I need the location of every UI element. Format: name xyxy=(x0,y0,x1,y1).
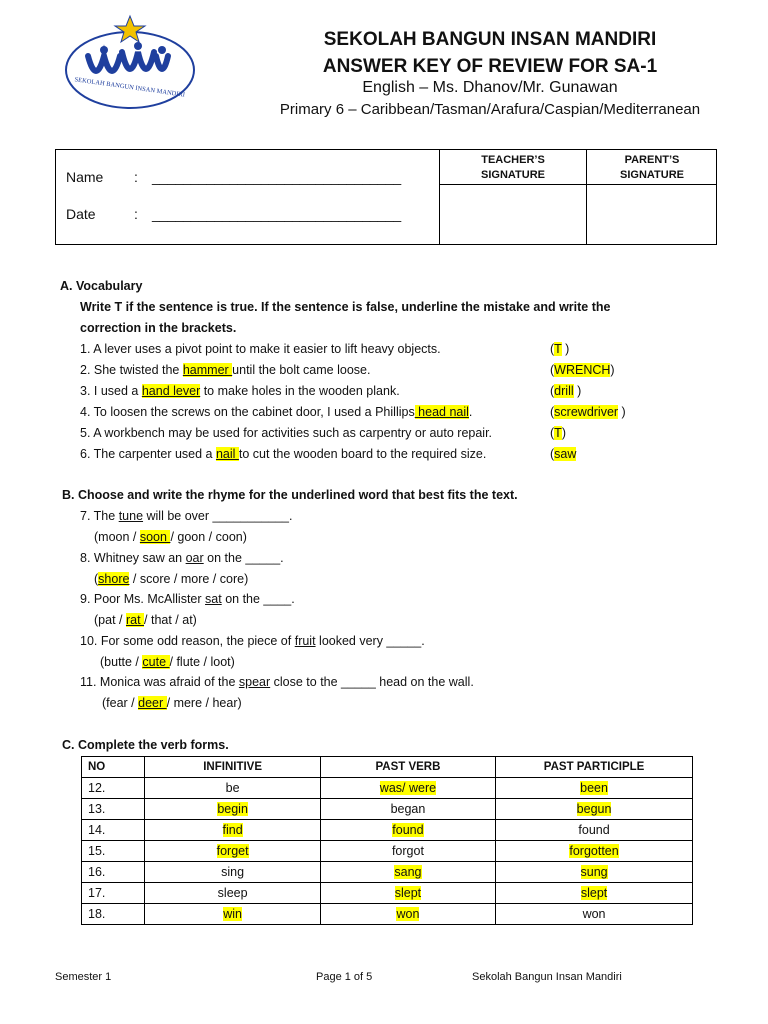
question-text-end: on the _____. xyxy=(203,550,284,565)
vocab-text: 4. To loosen the screws on the cabinet door, I used a Phillips xyxy=(80,405,415,419)
cell-past-participle-text: begun xyxy=(576,802,612,816)
rhyme-options xyxy=(94,572,248,586)
teacher-signature-header xyxy=(440,153,586,183)
vocab-text-end: . xyxy=(468,405,473,419)
rhyme-options xyxy=(102,696,242,710)
bracket-open: ( xyxy=(550,405,555,419)
correct-option: shore xyxy=(98,571,130,586)
rhyme-question xyxy=(80,592,295,606)
vocab-item xyxy=(80,447,486,461)
rhyme-options xyxy=(94,613,197,627)
bracket-close: ) xyxy=(561,426,566,440)
cell-past-verb-text: began xyxy=(390,802,426,816)
cell-infinitive xyxy=(145,904,320,925)
section-a-instruction-1: Write T if the sentence is true. If the sentence is false, underline the mistake and write the xyxy=(80,300,611,314)
vocab-mistake: nail xyxy=(215,447,239,461)
rhyme-question xyxy=(80,675,474,689)
rhyme-options xyxy=(94,530,247,544)
rhyme-question xyxy=(80,551,284,565)
bracket-open: ( xyxy=(550,363,555,377)
cell-past-participle-text: slept xyxy=(580,886,608,900)
bracket-open: ( xyxy=(550,342,555,356)
vocab-mistake: hand lever xyxy=(141,384,201,398)
bracket-open: ( xyxy=(550,447,555,461)
rhyme-question xyxy=(80,634,425,648)
question-text-end: will be over ___________. xyxy=(143,509,293,523)
parent-signature-header xyxy=(587,153,717,183)
cell-infinitive-text: begin xyxy=(217,802,248,816)
cell-past-verb-text: found xyxy=(392,823,424,837)
underlined-word: tune xyxy=(118,509,144,523)
bracket-close: ) xyxy=(573,384,582,398)
cell-past-verb xyxy=(320,799,495,820)
school-logo xyxy=(60,14,200,114)
options-after: / goon / coon) xyxy=(170,530,247,544)
rhyme-question xyxy=(80,509,292,523)
cell-number: 13. xyxy=(82,799,145,820)
question-text-end: looked very _____. xyxy=(315,633,425,648)
cell-past-participle xyxy=(496,778,693,799)
parent-sig-line2: SIGNATURE xyxy=(620,169,684,181)
cell-number: 12. xyxy=(82,778,145,799)
name-colon: : xyxy=(134,169,138,185)
answer-text: drill xyxy=(554,384,574,398)
table-row xyxy=(82,904,693,925)
date-field[interactable]: ________________________________ xyxy=(152,206,402,222)
cell-infinitive xyxy=(145,841,320,862)
options-after: / mere / hear) xyxy=(166,696,242,710)
vocab-answer xyxy=(550,405,626,419)
cell-past-verb xyxy=(320,778,495,799)
underlined-word: sat xyxy=(205,592,222,606)
section-a-heading: A. Vocabulary xyxy=(60,279,143,293)
cell-infinitive-text: sing xyxy=(221,865,245,879)
col-header-infinitive: INFINITIVE xyxy=(145,757,320,778)
cell-past-participle-text: been xyxy=(580,781,608,795)
vocab-item xyxy=(80,342,441,356)
options-after: / flute / loot) xyxy=(169,654,235,669)
cell-infinitive-text: be xyxy=(225,781,240,795)
logo-text: SEKOLAH BANGUN INSAN MANDIRI xyxy=(74,76,186,99)
answer-text: saw xyxy=(554,447,577,461)
bracket-close: ) xyxy=(618,405,626,419)
school-name: SEKOLAH BANGUN INSAN MANDIRI xyxy=(323,29,657,50)
question-text-end: close to the _____ head on the wall. xyxy=(270,675,474,689)
options-before: (moon / xyxy=(94,530,140,544)
options-after: / score / more / core) xyxy=(129,571,249,586)
verb-forms-table xyxy=(81,756,693,925)
student-info-box xyxy=(55,149,717,245)
date-colon: : xyxy=(134,206,138,222)
section-b-heading: B. Choose and write the rhyme for the underlined word that best fits the text. xyxy=(62,488,518,502)
cell-past-verb xyxy=(320,841,495,862)
vocab-answer xyxy=(550,363,615,377)
teacher-sig-line1: TEACHER’S xyxy=(481,154,545,166)
cell-past-verb xyxy=(320,883,495,904)
vocab-answer xyxy=(550,426,566,440)
cell-past-participle-text: sung xyxy=(580,865,608,879)
cell-past-verb xyxy=(320,820,495,841)
document-title: ANSWER KEY OF REVIEW FOR SA-1 xyxy=(322,56,658,77)
answer-text: T xyxy=(554,426,562,440)
question-text: 7. The xyxy=(80,509,119,523)
table-row xyxy=(82,862,693,883)
cell-past-participle xyxy=(496,904,693,925)
question-text: 8. Whitney saw an xyxy=(80,550,186,565)
parent-sig-line1: PARENT’S xyxy=(624,154,680,166)
cell-infinitive-text: forget xyxy=(216,844,249,858)
bracket-open: ( xyxy=(550,426,555,440)
cell-past-verb-text: was/ were xyxy=(379,781,437,795)
table-header-row xyxy=(82,757,693,778)
cell-past-participle xyxy=(496,883,693,904)
vocab-text: 3. I used a xyxy=(80,384,142,398)
date-label: Date xyxy=(66,206,96,222)
col-header-past-verb: PAST VERB xyxy=(320,757,495,778)
table-row xyxy=(82,841,693,862)
correct-option: rat xyxy=(125,613,145,627)
cell-number: 14. xyxy=(82,820,145,841)
cell-past-participle xyxy=(496,841,693,862)
correct-option: soon xyxy=(139,530,171,544)
bracket-close: ) xyxy=(561,342,570,356)
vocab-text: 2. She twisted the xyxy=(80,363,183,377)
correct-option: deer xyxy=(138,696,167,710)
cell-past-participle-text: won xyxy=(582,907,606,921)
col-header-past-participle: PAST PARTICIPLE xyxy=(496,757,693,778)
vocab-text-end: to make holes in the wooden plank. xyxy=(200,384,400,398)
cell-past-verb-text: forgot xyxy=(391,844,424,858)
vocab-mistake: hammer xyxy=(182,363,233,377)
table-row xyxy=(82,883,693,904)
cell-past-participle-text: forgotten xyxy=(569,844,619,858)
footer-school: Sekolah Bangun Insan Mandiri xyxy=(472,971,622,983)
vocab-text: 5. A workbench may be used for activities such as carpentry or auto repair. xyxy=(80,426,493,440)
parent-signature-box[interactable] xyxy=(587,185,717,244)
vocab-answer xyxy=(550,342,569,356)
options-before: (butte / xyxy=(100,654,143,669)
cell-number: 18. xyxy=(82,904,145,925)
cell-infinitive-text: win xyxy=(223,907,242,921)
name-field[interactable]: ________________________________ xyxy=(152,169,402,185)
footer-semester: Semester 1 xyxy=(55,971,112,983)
cell-infinitive xyxy=(145,820,320,841)
vocab-mistake: head nail xyxy=(414,405,469,419)
vocab-answer xyxy=(550,384,581,398)
cell-number: 17. xyxy=(82,883,145,904)
cell-past-verb-text: sang xyxy=(394,865,422,879)
subject-line: English – Ms. Dhanov/Mr. Gunawan xyxy=(362,79,618,96)
vocab-item xyxy=(80,384,400,398)
vocab-text-end: until the bolt came loose. xyxy=(232,363,371,377)
teacher-signature-box[interactable] xyxy=(440,185,586,244)
vocab-item xyxy=(80,426,492,440)
bracket-close: ) xyxy=(610,363,615,377)
underlined-word: spear xyxy=(238,675,271,689)
question-text: 10. For some odd reason, the piece of xyxy=(80,633,295,648)
underlined-word: oar xyxy=(185,550,204,565)
cell-number: 15. xyxy=(82,841,145,862)
col-header-no: NO xyxy=(82,757,145,778)
vocab-text-end: to cut the wooden board to the required size. xyxy=(238,447,487,461)
options-after: / that / at) xyxy=(144,613,197,627)
answer-text: T xyxy=(554,342,562,356)
cell-past-participle xyxy=(496,820,693,841)
vocab-text: 6. The carpenter used a xyxy=(80,447,216,461)
section-c-heading: C. Complete the verb forms. xyxy=(62,738,229,752)
classes-line: Primary 6 – Caribbean/Tasman/Arafura/Caspian/Mediterranean xyxy=(279,101,701,118)
correct-option: cute xyxy=(142,654,170,669)
options-before: ( xyxy=(94,571,99,586)
cell-infinitive-text: sleep xyxy=(217,886,248,900)
cell-past-verb-text: won xyxy=(396,907,420,921)
question-text-end: on the ____. xyxy=(221,592,295,606)
question-text: 11. Monica was afraid of the xyxy=(80,675,239,689)
cell-past-verb xyxy=(320,862,495,883)
section-a-instruction-2: correction in the brackets. xyxy=(80,321,237,335)
cell-past-participle xyxy=(496,862,693,883)
cell-past-participle xyxy=(496,799,693,820)
cell-number: 16. xyxy=(82,862,145,883)
answer-text: screwdriver xyxy=(554,405,619,419)
vocab-answer xyxy=(550,447,576,461)
cell-infinitive xyxy=(145,778,320,799)
vocab-text: 1. A lever uses a pivot point to make it easier to lift heavy objects. xyxy=(80,342,441,356)
cell-infinitive xyxy=(145,862,320,883)
question-text: 9. Poor Ms. McAllister xyxy=(80,592,206,606)
rhyme-options xyxy=(100,655,235,669)
footer-page-number: Page 1 of 5 xyxy=(316,971,373,983)
bracket-open: ( xyxy=(550,384,555,398)
vocab-item xyxy=(80,405,472,419)
answer-text: WRENCH xyxy=(554,363,611,377)
table-row xyxy=(82,820,693,841)
cell-infinitive xyxy=(145,883,320,904)
options-before: (pat / xyxy=(94,613,126,627)
cell-past-participle-text: found xyxy=(578,823,610,837)
cell-infinitive-text: find xyxy=(222,823,243,837)
underlined-word: fruit xyxy=(294,633,316,648)
cell-past-verb-text: slept xyxy=(394,886,422,900)
cell-infinitive xyxy=(145,799,320,820)
cell-past-verb xyxy=(320,904,495,925)
teacher-sig-line2: SIGNATURE xyxy=(481,169,545,181)
table-row xyxy=(82,799,693,820)
vocab-item xyxy=(80,363,370,377)
name-label: Name xyxy=(66,169,104,185)
options-before: (fear / xyxy=(102,696,139,710)
table-row xyxy=(82,778,693,799)
